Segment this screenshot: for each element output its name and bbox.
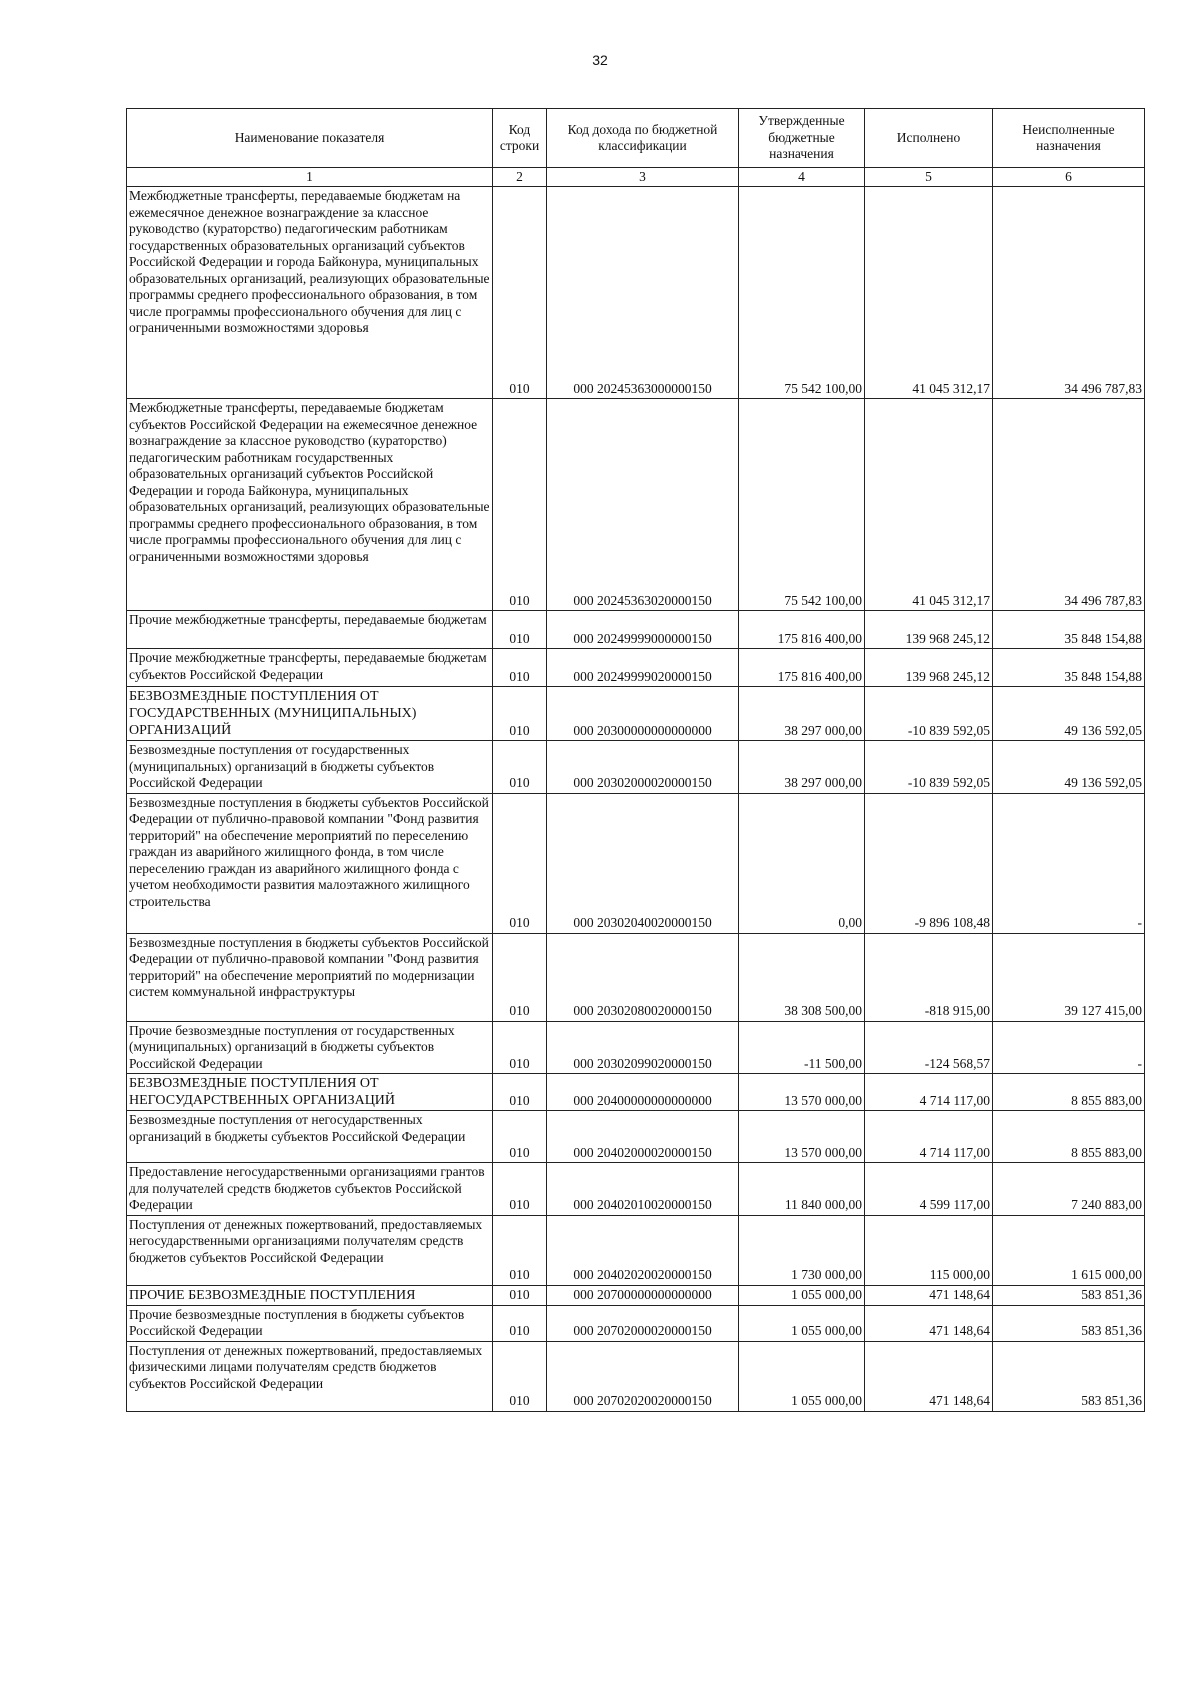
table-row <box>127 1215 1145 1285</box>
budget-execution-table <box>126 108 1145 1412</box>
row-executed-amount: -9 896 108,48 <box>865 793 993 933</box>
row-executed-amount: 471 148,64 <box>865 1305 993 1341</box>
row-approved-amount: 11 840 000,00 <box>739 1163 865 1216</box>
table-row <box>127 1074 1145 1111</box>
row-indicator-name: Безвозмездные поступления в бюджеты субъектов Российской Федерации от публично-правовой компании "Фонд развития территорий" на обеспечение мероприятий по модернизации систем коммунальной инфраструктуры <box>127 933 493 1021</box>
header-row <box>127 109 1145 168</box>
row-indicator-name: Поступления от денежных пожертвований, предоставляемых физическими лицами получателям средств бюджетов субъектов Российской Федерации <box>127 1341 493 1411</box>
row-unexecuted-amount: 583 851,36 <box>993 1341 1145 1411</box>
row-indicator-name: Безвозмездные поступления от государственных (муниципальных) организаций в бюджеты субъектов Российской Федерации <box>127 741 493 794</box>
row-indicator-name: Безвозмездные поступления от негосударственных организаций в бюджеты субъектов Российской Федерации <box>127 1111 493 1163</box>
row-executed-amount: 471 148,64 <box>865 1341 993 1411</box>
row-line-code: 010 <box>493 741 547 794</box>
column-number: 3 <box>547 168 739 187</box>
row-income-code: 000 20402020020000150 <box>547 1215 739 1285</box>
row-income-code: 000 20302099020000150 <box>547 1021 739 1074</box>
row-unexecuted-amount: 34 496 787,83 <box>993 187 1145 399</box>
row-income-code: 000 20702020020000150 <box>547 1341 739 1411</box>
row-approved-amount: 175 816 400,00 <box>739 611 865 649</box>
row-approved-amount: 75 542 100,00 <box>739 399 865 611</box>
header-executed: Исполнено <box>865 109 993 168</box>
table-header <box>127 109 1145 187</box>
row-unexecuted-amount: 39 127 415,00 <box>993 933 1145 1021</box>
row-approved-amount: 175 816 400,00 <box>739 649 865 687</box>
header-indicator-name: Наименование показателя <box>127 109 493 168</box>
row-unexecuted-amount: 8 855 883,00 <box>993 1111 1145 1163</box>
table-row <box>127 793 1145 933</box>
table-row <box>127 649 1145 687</box>
row-executed-amount: 4 714 117,00 <box>865 1111 993 1163</box>
row-line-code: 010 <box>493 649 547 687</box>
row-indicator-name: Предоставление негосударственными организациями грантов для получателей средств бюджетов субъектов Российской Федерации <box>127 1163 493 1216</box>
row-executed-amount: 4 714 117,00 <box>865 1074 993 1111</box>
row-unexecuted-amount: 583 851,36 <box>993 1285 1145 1305</box>
row-executed-amount: 139 968 245,12 <box>865 611 993 649</box>
row-approved-amount: 38 297 000,00 <box>739 687 865 741</box>
row-line-code: 010 <box>493 1285 547 1305</box>
row-line-code: 010 <box>493 1021 547 1074</box>
page-number: 32 <box>592 52 608 68</box>
column-number: 2 <box>493 168 547 187</box>
row-income-code: 000 20249999000000150 <box>547 611 739 649</box>
table-body <box>127 187 1145 1412</box>
table-row <box>127 1305 1145 1341</box>
row-executed-amount: 471 148,64 <box>865 1285 993 1305</box>
row-unexecuted-amount: 34 496 787,83 <box>993 399 1145 611</box>
row-approved-amount: 0,00 <box>739 793 865 933</box>
row-approved-amount: 1 055 000,00 <box>739 1341 865 1411</box>
row-indicator-name: БЕЗВОЗМЕЗДНЫЕ ПОСТУПЛЕНИЯ ОТ НЕГОСУДАРСТВЕННЫХ ОРГАНИЗАЦИЙ <box>127 1074 493 1111</box>
row-approved-amount: 38 297 000,00 <box>739 741 865 794</box>
table-row <box>127 1111 1145 1163</box>
column-number: 4 <box>739 168 865 187</box>
row-indicator-name: Межбюджетные трансферты, передаваемые бюджетам на ежемесячное денежное вознаграждение за классное руководство (кураторство) педагогическим работникам государственных образовательных организаций субъектов Российской Федерации и города Байконура, муниципальных образовательных организаций, реализующих образовательные программы среднего профессионального образования, в том числе программы профессионального обучения для лиц с ограниченными возможностями здоровья <box>127 187 493 399</box>
row-indicator-name: Поступления от денежных пожертвований, предоставляемых негосударственными организациями получателям средств бюджетов субъектов Российской Федерации <box>127 1215 493 1285</box>
row-line-code: 010 <box>493 399 547 611</box>
row-line-code: 010 <box>493 1074 547 1111</box>
row-unexecuted-amount: 1 615 000,00 <box>993 1215 1145 1285</box>
table-row <box>127 1285 1145 1305</box>
row-income-code: 000 20402000020000150 <box>547 1111 739 1163</box>
row-executed-amount: -10 839 592,05 <box>865 741 993 794</box>
row-unexecuted-amount: - <box>993 793 1145 933</box>
row-income-code: 000 20249999020000150 <box>547 649 739 687</box>
column-number-row <box>127 168 1145 187</box>
table-row <box>127 611 1145 649</box>
row-indicator-name: Прочие межбюджетные трансферты, передаваемые бюджетам субъектов Российской Федерации <box>127 649 493 687</box>
column-number: 1 <box>127 168 493 187</box>
row-indicator-name: Прочие межбюджетные трансферты, передаваемые бюджетам <box>127 611 493 649</box>
column-number: 5 <box>865 168 993 187</box>
header-income-code: Код дохода по бюджетной классификации <box>547 109 739 168</box>
table-row <box>127 399 1145 611</box>
row-unexecuted-amount: 583 851,36 <box>993 1305 1145 1341</box>
row-executed-amount: 41 045 312,17 <box>865 187 993 399</box>
row-unexecuted-amount: 35 848 154,88 <box>993 611 1145 649</box>
header-approved: Утвержденные бюджетные назначения <box>739 109 865 168</box>
row-executed-amount: 115 000,00 <box>865 1215 993 1285</box>
table-row <box>127 1163 1145 1216</box>
row-line-code: 010 <box>493 1341 547 1411</box>
row-income-code: 000 20700000000000000 <box>547 1285 739 1305</box>
row-line-code: 010 <box>493 1305 547 1341</box>
row-line-code: 010 <box>493 1163 547 1216</box>
row-indicator-name: ПРОЧИЕ БЕЗВОЗМЕЗДНЫЕ ПОСТУПЛЕНИЯ <box>127 1285 493 1305</box>
row-line-code: 010 <box>493 793 547 933</box>
row-income-code: 000 20245363000000150 <box>547 187 739 399</box>
row-income-code: 000 20302040020000150 <box>547 793 739 933</box>
row-unexecuted-amount: - <box>993 1021 1145 1074</box>
row-approved-amount: -11 500,00 <box>739 1021 865 1074</box>
table-row <box>127 687 1145 741</box>
header-line-code: Код строки <box>493 109 547 168</box>
row-executed-amount: -818 915,00 <box>865 933 993 1021</box>
row-approved-amount: 75 542 100,00 <box>739 187 865 399</box>
row-indicator-name: Прочие безвозмездные поступления в бюджеты субъектов Российской Федерации <box>127 1305 493 1341</box>
row-unexecuted-amount: 8 855 883,00 <box>993 1074 1145 1111</box>
row-unexecuted-amount: 49 136 592,05 <box>993 687 1145 741</box>
table-row <box>127 1021 1145 1074</box>
row-income-code: 000 20302000020000150 <box>547 741 739 794</box>
row-executed-amount: 139 968 245,12 <box>865 649 993 687</box>
row-executed-amount: -124 568,57 <box>865 1021 993 1074</box>
header-unexecuted: Неисполненные назначения <box>993 109 1145 168</box>
row-income-code: 000 20245363020000150 <box>547 399 739 611</box>
row-executed-amount: 41 045 312,17 <box>865 399 993 611</box>
row-approved-amount: 13 570 000,00 <box>739 1074 865 1111</box>
row-indicator-name: Межбюджетные трансферты, передаваемые бюджетам субъектов Российской Федерации на ежемесячное денежное вознаграждение за классное руководство (кураторство) педагогическим работникам государственных образовательных организаций субъектов Российской Федерации и города Байконура, муниципальных образовательных организаций, реализующих образовательные программы среднего профессионального образования, в том числе программы профессионального обучения для лиц с ограниченными возможностями здоровья <box>127 399 493 611</box>
row-approved-amount: 1 055 000,00 <box>739 1305 865 1341</box>
row-line-code: 010 <box>493 1215 547 1285</box>
row-approved-amount: 1 055 000,00 <box>739 1285 865 1305</box>
table-row <box>127 933 1145 1021</box>
table-row <box>127 187 1145 399</box>
row-line-code: 010 <box>493 611 547 649</box>
column-number: 6 <box>993 168 1145 187</box>
table-row <box>127 741 1145 794</box>
row-unexecuted-amount: 7 240 883,00 <box>993 1163 1145 1216</box>
row-approved-amount: 38 308 500,00 <box>739 933 865 1021</box>
row-unexecuted-amount: 35 848 154,88 <box>993 649 1145 687</box>
row-unexecuted-amount: 49 136 592,05 <box>993 741 1145 794</box>
row-income-code: 000 20302080020000150 <box>547 933 739 1021</box>
row-line-code: 010 <box>493 933 547 1021</box>
row-indicator-name: Безвозмездные поступления в бюджеты субъектов Российской Федерации от публично-правовой компании "Фонд развития территорий" на обеспечение мероприятий по переселению граждан из аварийного жилищного фонда, в том числе переселению граждан из аварийного жилищного фонда с учетом необходимости развития малоэтажного жилищного строительства <box>127 793 493 933</box>
row-line-code: 010 <box>493 187 547 399</box>
row-indicator-name: Прочие безвозмездные поступления от государственных (муниципальных) организаций в бюджеты субъектов Российской Федерации <box>127 1021 493 1074</box>
row-indicator-name: БЕЗВОЗМЕЗДНЫЕ ПОСТУПЛЕНИЯ ОТ ГОСУДАРСТВЕННЫХ (МУНИЦИПАЛЬНЫХ) ОРГАНИЗАЦИЙ <box>127 687 493 741</box>
row-income-code: 000 20402010020000150 <box>547 1163 739 1216</box>
table-row <box>127 1341 1145 1411</box>
row-executed-amount: 4 599 117,00 <box>865 1163 993 1216</box>
row-executed-amount: -10 839 592,05 <box>865 687 993 741</box>
row-approved-amount: 13 570 000,00 <box>739 1111 865 1163</box>
row-line-code: 010 <box>493 687 547 741</box>
row-income-code: 000 20300000000000000 <box>547 687 739 741</box>
row-income-code: 000 20400000000000000 <box>547 1074 739 1111</box>
row-income-code: 000 20702000020000150 <box>547 1305 739 1341</box>
row-line-code: 010 <box>493 1111 547 1163</box>
row-approved-amount: 1 730 000,00 <box>739 1215 865 1285</box>
